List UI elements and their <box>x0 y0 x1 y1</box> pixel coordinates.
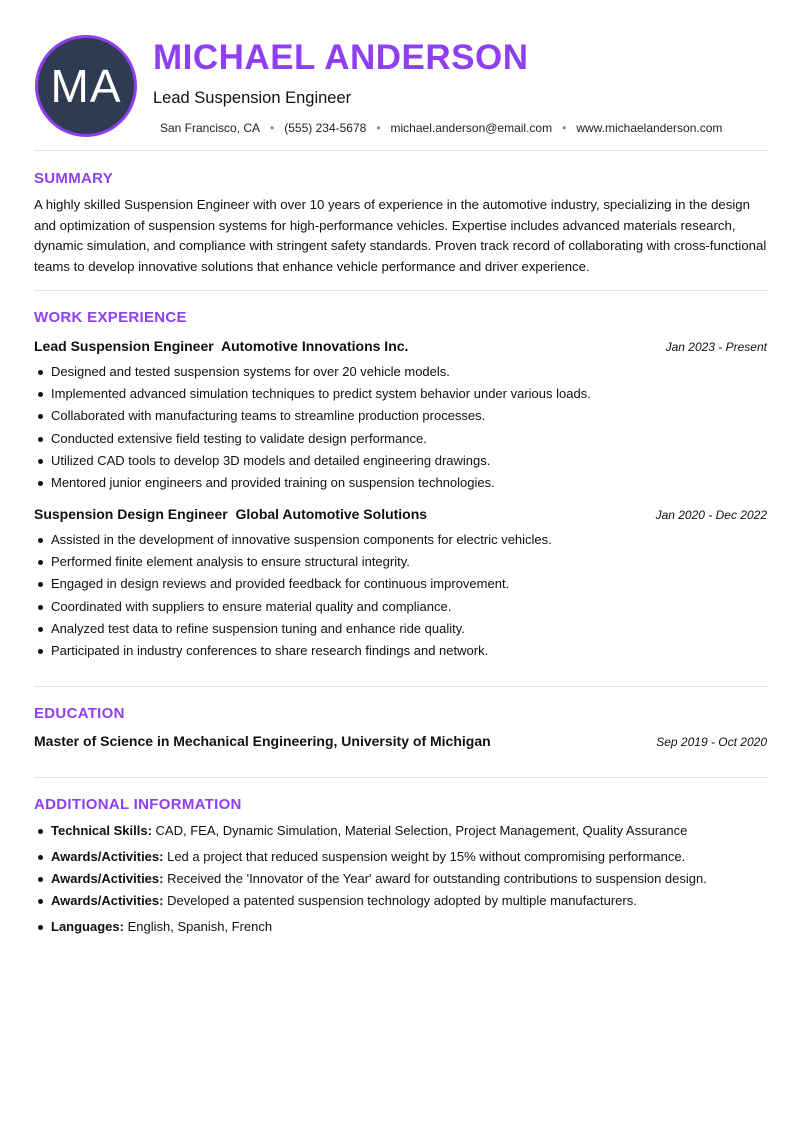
contact-bar <box>160 121 722 135</box>
item-text: Led a project that reduced suspension weight by 15% without compromising performance. <box>167 849 686 864</box>
list-item <box>34 846 767 868</box>
job-dates: Jan 2023 - Present <box>665 340 767 354</box>
job-bullet-list <box>34 361 767 494</box>
list-item <box>34 890 767 912</box>
job-header <box>34 338 767 354</box>
item-text: CAD, FEA, Dynamic Simulation, Material Selection, Project Management, Quality Assurance <box>155 823 688 838</box>
job-role-company: Lead Suspension Engineer Automotive Innovations Inc. <box>34 338 409 354</box>
section-title-experience: WORK EXPERIENCE <box>34 309 187 326</box>
job-header <box>34 506 767 522</box>
list-item: Assisted in the development of innovative suspension components for electric vehicles. <box>34 529 767 551</box>
avatar <box>35 35 137 137</box>
list-item: Participated in industry conferences to share research findings and network. <box>34 640 767 662</box>
section-title-additional: ADDITIONAL INFORMATION <box>34 796 242 813</box>
list-item: Conducted extensive field testing to validate design performance. <box>34 428 767 450</box>
divider <box>34 777 767 778</box>
item-text: Developed a patented suspension technology adopted by multiple manufacturers. <box>167 893 637 908</box>
item-label: Awards/Activities: <box>51 871 164 886</box>
section-title-education: EDUCATION <box>34 705 125 722</box>
candidate-name: MICHAEL ANDERSON <box>153 38 529 77</box>
divider <box>34 150 767 151</box>
education-dates: Sep 2019 - Oct 2020 <box>656 735 767 749</box>
item-label: Languages: <box>51 919 124 934</box>
contact-location: San Francisco, CA <box>160 121 261 135</box>
job-role-company: Suspension Design Engineer Global Automotive Solutions <box>34 506 428 522</box>
section-title-summary: SUMMARY <box>34 170 114 187</box>
list-item: Designed and tested suspension systems for over 20 vehicle models. <box>34 361 767 383</box>
divider <box>34 686 767 687</box>
summary-text: A highly skilled Suspension Engineer with over 10 years of experience in the automotive industry, specializing in the design and optimization of suspension systems for high-performance vehicles. Expertise includes advanced materials research, dynamic simulation, and compliance with stringent safety standards. Proven track record of collaborating with cross-functional teams to develop innovative solutions that enhance vehicle performance and driver experience. <box>34 197 767 274</box>
separator-dot-icon: • <box>562 121 567 135</box>
list-item: Engaged in design reviews and provided feedback for continuous improvement. <box>34 573 767 595</box>
list-item <box>34 820 767 842</box>
contact-website[interactable]: www.michaelanderson.com <box>576 121 723 135</box>
separator-dot-icon: • <box>376 121 381 135</box>
list-item: Implemented advanced simulation techniques to predict system behavior under various loads. <box>34 383 767 405</box>
education-entry <box>34 733 767 749</box>
list-item: Analyzed test data to refine suspension tuning and enhance ride quality. <box>34 618 767 640</box>
list-item <box>34 916 767 938</box>
item-label: Awards/Activities: <box>51 893 164 908</box>
contact-email[interactable]: michael.anderson@email.com <box>390 121 553 135</box>
additional-info-list <box>34 820 767 938</box>
candidate-title: Lead Suspension Engineer <box>153 89 352 107</box>
list-item: Mentored junior engineers and provided training on suspension technologies. <box>34 472 767 494</box>
list-item: Coordinated with suppliers to ensure material quality and compliance. <box>34 596 767 618</box>
item-text: English, Spanish, French <box>127 919 273 934</box>
separator-dot-icon: • <box>270 121 275 135</box>
avatar-initials: MA <box>50 60 122 112</box>
education-degree: Master of Science in Mechanical Engineering, University of Michigan <box>34 733 491 749</box>
list-item: Performed finite element analysis to ensure structural integrity. <box>34 551 767 573</box>
contact-phone: (555) 234-5678 <box>284 121 367 135</box>
item-text: Received the 'Innovator of the Year' award for outstanding contributions to suspension design. <box>167 871 707 886</box>
list-item <box>34 868 767 890</box>
divider <box>34 290 767 291</box>
job-dates: Jan 2020 - Dec 2022 <box>655 508 767 522</box>
list-item: Utilized CAD tools to develop 3D models and detailed engineering drawings. <box>34 450 767 472</box>
list-item: Collaborated with manufacturing teams to streamline production processes. <box>34 405 767 427</box>
item-label: Awards/Activities: <box>51 849 164 864</box>
item-label: Technical Skills: <box>51 823 152 838</box>
job-bullet-list <box>34 529 767 662</box>
